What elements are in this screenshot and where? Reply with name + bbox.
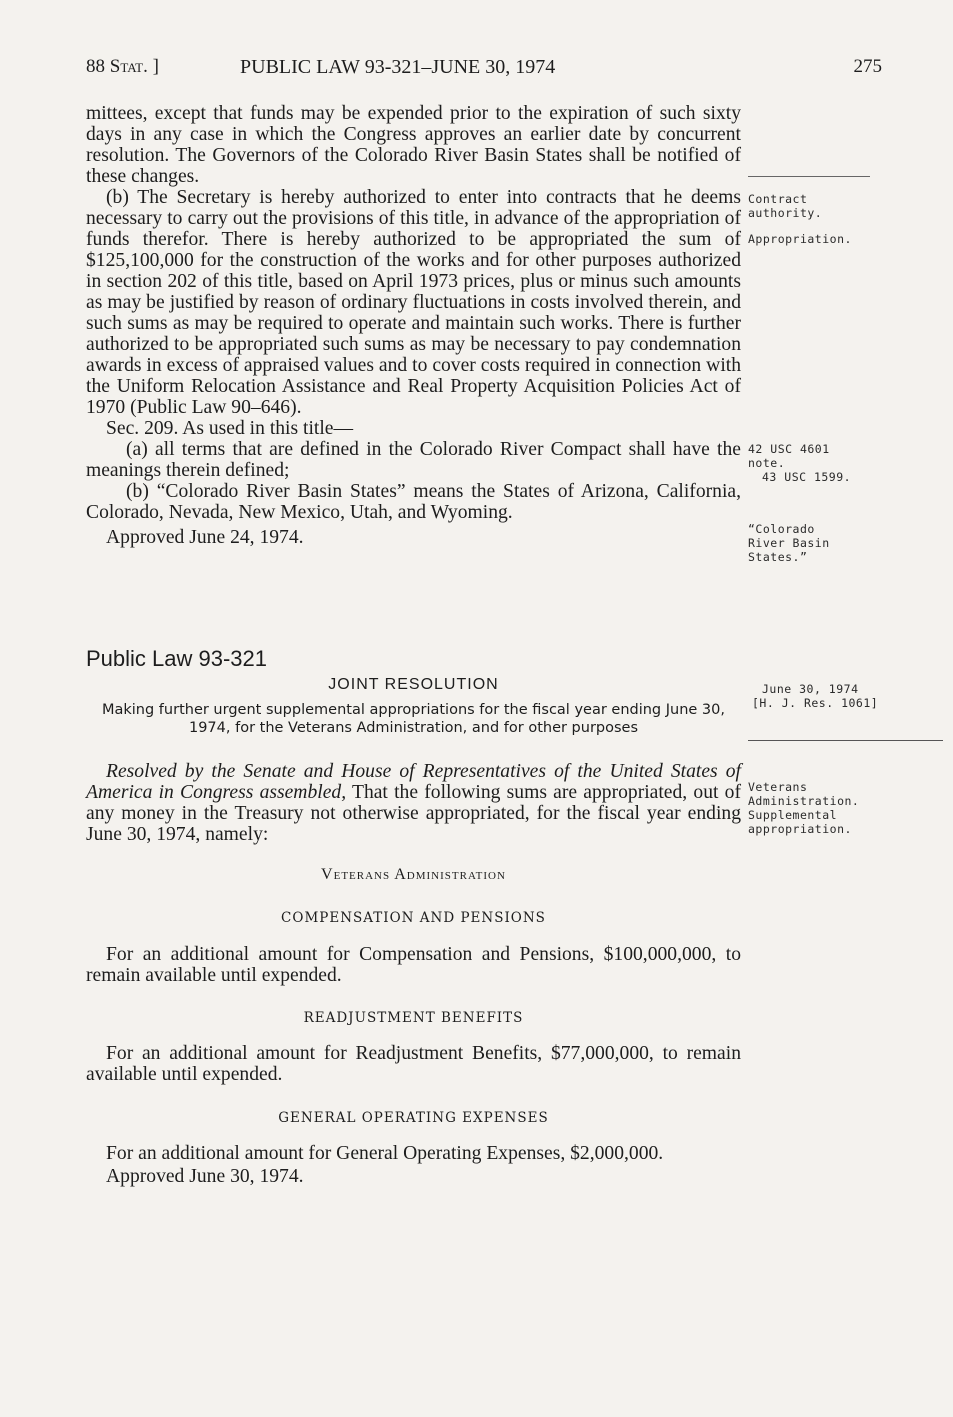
margin-note-basin-states: “Colorado River Basin States.”: [748, 522, 830, 564]
margin-note-veterans: Veterans Administration. Supplemental appropriation.: [748, 780, 860, 836]
margin-note-enactment-date: June 30, 1974: [762, 682, 859, 696]
agency-heading: Veterans Administration: [321, 866, 506, 883]
readjustment-benefits-text: [86, 1043, 741, 1085]
running-title: PUBLIC LAW 93-321–JUNE 30, 1974: [240, 56, 556, 78]
definition-b: (b) “Colorado River Basin States” means the States of Arizona, California, Colorado, Nevada, New Mexico, Utah, and Wyoming.: [86, 481, 741, 523]
public-law-title: Public Law 93-321: [86, 646, 268, 671]
page-number: 275: [853, 56, 882, 77]
page-header: [86, 52, 882, 82]
margin-note-appropriation: Appropriation.: [748, 232, 852, 246]
appropriation-paragraph: For an additional amount for Compensation and Pensions, $100,000,000, to remain available until expended.: [86, 944, 741, 986]
statute-reference: 88 Stat. ]: [86, 56, 159, 77]
appropriation-paragraph: For an additional amount for Readjustment Benefits, $77,000,000, to remain available until expended.: [86, 1043, 741, 1085]
enacting-clause: [86, 761, 741, 845]
resolved-clause: Resolved by the Senate and House of Representatives of the United States of America in Congress assembled,: [86, 761, 741, 803]
margin-note-bill-number: [H. J. Res. 1061]: [752, 696, 879, 710]
compensation-pensions-text: [86, 944, 741, 986]
heading-general-operating: GENERAL OPERATING EXPENSES: [278, 1110, 549, 1126]
margin-rule: [748, 740, 943, 741]
general-operating-text: [86, 1143, 741, 1187]
joint-resolution-label: JOINT RESOLUTION: [328, 676, 499, 693]
appropriation-paragraph: For an additional amount for General Operating Expenses, $2,000,000.: [106, 1143, 664, 1164]
resolution-description: Making further urgent supplemental appropriations for the fiscal year ending June 30, 1974, for the Veterans Administration, and for other purposes: [101, 702, 725, 736]
section-208-continued: [86, 103, 741, 548]
heading-readjustment-benefits: READJUSTMENT BENEFITS: [303, 1010, 524, 1026]
approved-date-2: Approved June 30, 1974.: [106, 1166, 304, 1187]
paragraph-continuation: mittees, except that funds may be expended prior to the expiration of such sixty days in any case in which the Congress approves an earlier date by concurrent resolution. The Governors of the Colorado River Basin States shall be notified of these changes.: [86, 103, 741, 187]
paragraph-b-contracts: (b) The Secretary is hereby authorized to enter into contracts that he deems necessary to carry out the provisions of this title, in advance of the appropriation of funds therefor. There is hereby authorized to be appropriated the sum of $125,100,000 for the construction of the works and for other purposes authorized in section 202 of this title, based on April 1973 prices, plus or minus such amounts as may be justified by reason of ordinary fluctuations in costs involved therein, and such sums as may be required to operate and maintain such works. There is further authorized to be appropriated such sums as may be necessary to pay condemnation awards in excess of appraised values and to cover costs required in connection with the Uniform Relocation Assistance and Real Property Acquisition Policies Act of 1970 (Public Law 90–646).: [86, 187, 741, 418]
heading-compensation-pensions: COMPENSATION AND PENSIONS: [281, 910, 546, 926]
section-209-intro: Sec. 209. As used in this title—: [106, 418, 354, 439]
approved-date-1: Approved June 24, 1974.: [106, 527, 304, 548]
margin-rule-top: [748, 176, 870, 177]
definition-a: (a) all terms that are defined in the Colorado River Compact shall have the meanings therein defined;: [86, 439, 741, 481]
margin-note-usc-4601: 42 USC 4601 note.: [748, 442, 830, 470]
resolved-text: That the following sums are appropriated, out of any money in the Treasury not otherwise appropriated, for the fiscal year ending June 30, 1974, namely:: [86, 782, 741, 845]
margin-note-usc-1599: 43 USC 1599.: [762, 470, 852, 484]
margin-note-contract: Contract authority.: [748, 192, 823, 220]
